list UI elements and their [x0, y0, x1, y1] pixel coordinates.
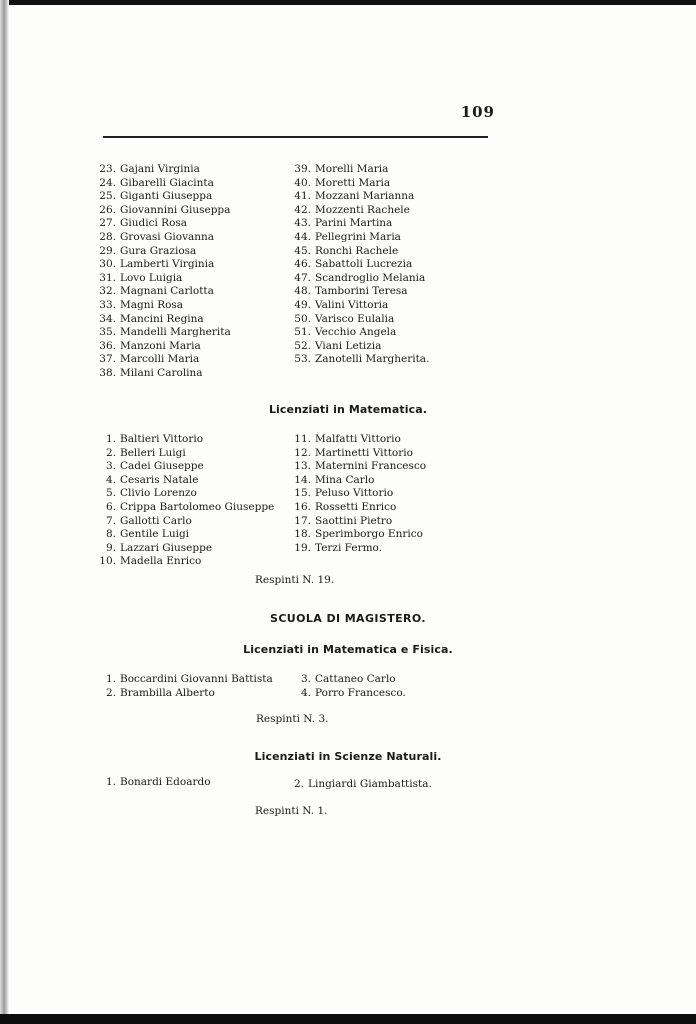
item-number: 27.	[99, 217, 116, 230]
item-number: 41.	[294, 190, 311, 203]
list-item	[290, 272, 429, 286]
list-item	[290, 474, 426, 488]
item-number: 40.	[294, 176, 311, 189]
person-name: Porro Francesco.	[315, 686, 406, 699]
item-number: 1.	[105, 776, 116, 788]
item-number: 51.	[294, 326, 311, 339]
person-name: Cadei Giuseppe	[120, 460, 204, 473]
page-top-edge	[0, 0, 696, 5]
mat-fisica-list-left	[95, 673, 273, 700]
item-number: 5.	[105, 487, 116, 500]
person-name: Terzi Fermo.	[315, 541, 383, 554]
section-heading-mat-fisica: Licenziati in Matematica e Fisica.	[243, 643, 453, 656]
item-number: 14.	[294, 473, 311, 486]
list-item	[290, 353, 429, 367]
list-item	[95, 447, 274, 461]
matematica-respinti: Respinti N. 19.	[255, 574, 335, 586]
item-number: 6.	[105, 500, 116, 513]
item-number: 10.	[99, 555, 116, 568]
item-number: 50.	[294, 312, 311, 325]
list-item	[95, 313, 231, 327]
item-number: 49.	[294, 298, 311, 311]
list-item	[290, 285, 429, 299]
person-name: Cesaris Natale	[120, 473, 199, 486]
item-number: 25.	[99, 190, 116, 203]
item-number: 37.	[99, 353, 116, 366]
item-number: 18.	[294, 528, 311, 541]
list-item	[290, 515, 426, 529]
list-item	[95, 515, 274, 529]
item-number: 1.	[105, 673, 116, 685]
list-item	[95, 258, 231, 272]
list-item	[290, 231, 429, 245]
list-item	[290, 299, 429, 313]
person-name: Mancini Regina	[120, 312, 204, 325]
person-name: Vecchio Angela	[315, 326, 397, 339]
list-item	[95, 501, 274, 515]
section-heading-matematica: Licenziati in Matematica.	[268, 403, 428, 416]
list-item	[95, 190, 231, 204]
item-number: 23.	[99, 163, 116, 175]
scienze-list-left	[95, 776, 211, 790]
person-name: Mandelli Margherita	[120, 326, 231, 339]
section-heading-scuola: SCUOLA DI MAGISTERO.	[270, 612, 426, 625]
page-bottom-edge	[0, 1014, 696, 1024]
item-number: 30.	[99, 258, 116, 271]
item-number: 11.	[294, 433, 311, 445]
item-number: 3.	[300, 673, 311, 685]
item-number: 12.	[294, 446, 311, 459]
person-name: Sabattoli Lucrezia	[315, 258, 413, 271]
item-number: 43.	[294, 217, 311, 230]
person-name: Lovo Luigia	[120, 271, 183, 284]
list-item	[290, 217, 429, 231]
item-number: 24.	[99, 176, 116, 189]
list-item	[290, 460, 426, 474]
list-item	[95, 474, 274, 488]
list-item	[95, 555, 274, 569]
person-name: Martinetti Vittorio	[315, 446, 413, 459]
list-item	[290, 258, 429, 272]
person-name: Magni Rosa	[120, 298, 184, 311]
list-item	[95, 299, 231, 313]
person-name: Scandroglio Melania	[315, 271, 426, 284]
list-item	[290, 245, 429, 259]
person-name: Morelli Maria	[315, 163, 389, 175]
person-name: Grovasi Giovanna	[120, 230, 215, 243]
name-list-right	[290, 163, 429, 367]
item-number: 9.	[105, 541, 116, 554]
person-name: Magnani Carlotta	[120, 285, 214, 298]
list-item	[95, 217, 231, 231]
list-item	[290, 447, 426, 461]
person-name: Mozzenti Rachele	[315, 203, 410, 216]
person-name: Boccardini Giovanni Battista	[120, 673, 273, 685]
item-number: 33.	[99, 298, 116, 311]
person-name: Mozzani Marianna	[315, 190, 415, 203]
item-number: 36.	[99, 339, 116, 352]
person-name: Manzoni Maria	[120, 339, 201, 352]
list-item	[95, 673, 273, 687]
person-name: Saottini Pietro	[315, 514, 393, 527]
list-item	[95, 460, 274, 474]
item-number: 34.	[99, 312, 116, 325]
list-item	[95, 231, 231, 245]
list-item	[290, 528, 426, 542]
list-item	[290, 204, 429, 218]
item-number: 2.	[105, 686, 116, 699]
list-item	[290, 340, 429, 354]
name-list-left	[95, 163, 231, 381]
item-number: 39.	[294, 163, 311, 175]
person-name: Gallotti Carlo	[120, 514, 192, 527]
item-number: 8.	[105, 528, 116, 541]
list-item	[95, 245, 231, 259]
item-number: 3.	[105, 460, 116, 473]
list-item	[95, 367, 231, 381]
item-number: 42.	[294, 203, 311, 216]
item-number: 2.	[293, 778, 304, 790]
item-number: 32.	[99, 285, 116, 298]
list-item	[290, 673, 406, 687]
matematica-list-right	[290, 433, 426, 555]
list-item	[290, 326, 429, 340]
person-name: Rossetti Enrico	[315, 500, 397, 513]
list-item	[95, 177, 231, 191]
list-item	[95, 776, 211, 790]
list-item	[290, 313, 429, 327]
person-name: Tamborini Teresa	[315, 285, 408, 298]
item-number: 53.	[294, 353, 311, 366]
item-number: 52.	[294, 339, 311, 352]
person-name: Bonardi Edoardo	[120, 776, 211, 788]
person-name: Baltieri Vittorio	[120, 433, 204, 445]
person-name: Viani Letizia	[315, 339, 382, 352]
section-heading-scienze: Licenziati in Scienze Naturali.	[254, 750, 442, 763]
person-name: Maternini Francesco	[315, 460, 427, 473]
item-number: 7.	[105, 514, 116, 527]
item-number: 45.	[294, 244, 311, 257]
item-number: 46.	[294, 258, 311, 271]
person-name: Cattaneo Carlo	[315, 673, 396, 685]
item-number: 16.	[294, 500, 311, 513]
list-item	[95, 285, 231, 299]
person-name: Clivio Lorenzo	[120, 487, 197, 500]
list-item	[290, 501, 426, 515]
list-item	[290, 687, 406, 701]
person-name: Gura Graziosa	[120, 244, 197, 257]
header-rule	[103, 136, 488, 138]
person-name: Giovannini Giuseppa	[120, 203, 231, 216]
item-number: 44.	[294, 230, 311, 243]
list-item	[95, 542, 274, 556]
mat-fisica-respinti: Respinti N. 3.	[256, 713, 329, 725]
person-name: Parini Martina	[315, 217, 393, 230]
person-name: Lingiardi Giambattista.	[308, 778, 432, 790]
person-name: Milani Carolina	[120, 366, 203, 379]
person-name: Gibarelli Giacinta	[120, 176, 214, 189]
list-item	[290, 433, 426, 447]
item-number: 13.	[294, 460, 311, 473]
item-number: 15.	[294, 487, 311, 500]
person-name: Zanotelli Margherita.	[315, 353, 430, 366]
list-item	[290, 190, 429, 204]
list-item	[290, 487, 426, 501]
item-number: 2.	[105, 446, 116, 459]
matematica-list-left	[95, 433, 274, 569]
item-number: 35.	[99, 326, 116, 339]
list-item	[95, 528, 274, 542]
person-name: Lamberti Virginia	[120, 258, 215, 271]
person-name: Gentile Luigi	[120, 528, 190, 541]
person-name: Varisco Eulalia	[315, 312, 395, 325]
page-binding-edge	[0, 0, 9, 1024]
person-name: Marcolli Maria	[120, 353, 200, 366]
person-name: Gajani Virginia	[120, 163, 200, 175]
person-name: Belleri Luigi	[120, 446, 186, 459]
list-item	[95, 353, 231, 367]
person-name: Crippa Bartolomeo Giuseppe	[120, 500, 275, 513]
list-item	[95, 433, 274, 447]
list-item	[95, 326, 231, 340]
list-item	[95, 487, 274, 501]
person-name: Mina Carlo	[315, 473, 375, 486]
list-item	[95, 163, 231, 177]
item-number: 1.	[105, 433, 116, 445]
item-number: 38.	[99, 366, 116, 379]
person-name: Giudici Rosa	[120, 217, 188, 230]
person-name: Sperimborgo Enrico	[315, 528, 423, 541]
person-name: Pellegrini Maria	[315, 230, 401, 243]
page-number: 109	[460, 103, 495, 121]
list-item	[290, 177, 429, 191]
item-number: 29.	[99, 244, 116, 257]
person-name: Madella Enrico	[120, 555, 202, 568]
person-name: Ronchi Rachele	[315, 244, 399, 257]
item-number: 26.	[99, 203, 116, 216]
scienze-respinti: Respinti N. 1.	[255, 805, 328, 817]
list-item	[290, 542, 426, 556]
item-number: 31.	[99, 271, 116, 284]
person-name: Valini Vittoria	[315, 298, 389, 311]
item-number: 48.	[294, 285, 311, 298]
list-item	[95, 340, 231, 354]
person-name: Peluso Vittorio	[315, 487, 394, 500]
item-number: 28.	[99, 230, 116, 243]
item-number: 4.	[300, 686, 311, 699]
person-name: Giganti Giuseppa	[120, 190, 213, 203]
list-item	[95, 272, 231, 286]
item-number: 17.	[294, 514, 311, 527]
list-item	[290, 163, 429, 177]
item-number: 47.	[294, 271, 311, 284]
scienze-list-right	[283, 778, 432, 792]
list-item	[95, 687, 273, 701]
item-number: 19.	[294, 541, 311, 554]
mat-fisica-list-right	[290, 673, 406, 700]
person-name: Malfatti Vittorio	[315, 433, 401, 445]
list-item	[283, 778, 432, 792]
item-number: 4.	[105, 473, 116, 486]
person-name: Brambilla Alberto	[120, 686, 215, 699]
person-name: Lazzari Giuseppe	[120, 541, 213, 554]
list-item	[95, 204, 231, 218]
person-name: Moretti Maria	[315, 176, 391, 189]
